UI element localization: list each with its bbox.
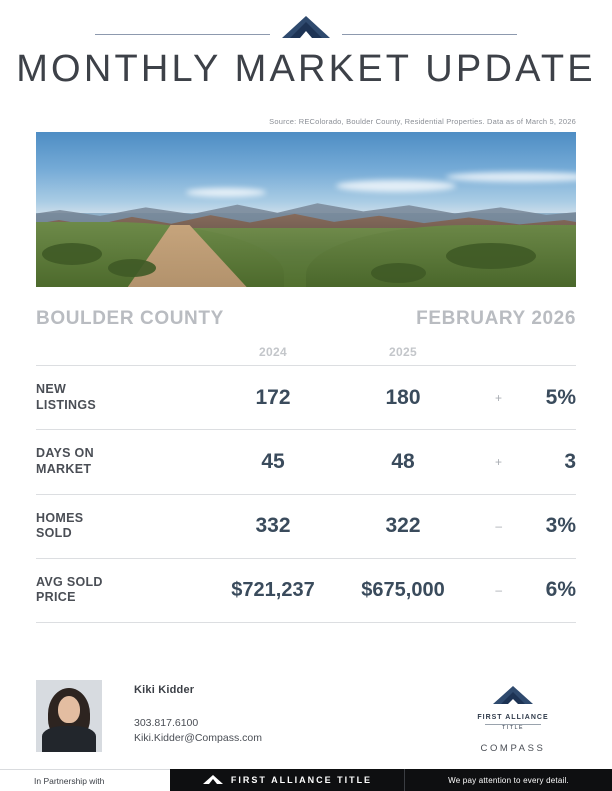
bush [108,259,156,277]
header-rule-right [342,34,517,35]
avatar-body [42,726,96,752]
value-2025: 322 [385,514,421,538]
cloud [336,180,456,192]
row-label-line1: DAYS ON [36,446,94,461]
footer-brand [170,769,404,791]
value-2025: $675,000 [361,578,445,601]
agent-info [134,684,262,746]
avatar [36,680,102,752]
row-label-line1: NEW [36,382,67,396]
first-alliance-title-logo-icon [458,684,568,711]
cloud [186,188,266,197]
region-period-row [36,308,576,330]
first-alliance-title-name: FIRST ALLIANCE [477,714,549,721]
agent-email[interactable]: Kiki.Kidder@Compass.com [134,732,262,745]
row-label-line2: SOLD [36,526,72,541]
first-alliance-title-sub: TITLE [502,725,524,731]
value-2025: 48 [391,449,415,473]
compass-logo: COMPASS [480,743,546,754]
agent-name: Kiki Kidder [134,684,195,696]
region-label: BOULDER COUNTY [36,308,224,329]
table-row [36,366,576,430]
bush [42,243,102,265]
table-row [36,494,576,558]
header-delta-blank [502,344,576,366]
footer-tagline: We pay attention to every detail. [404,769,612,791]
value-2024: 332 [255,514,291,538]
source-note: Source: REColorado, Boulder County, Residential Properties. Data as of March 5, 2026 [269,117,576,126]
value-2024: 45 [261,449,285,473]
header-sign-blank [468,344,502,366]
table-row [36,558,576,622]
bush [371,263,426,283]
delta-sign: – [495,583,502,598]
row-label-line1: HOMES [36,510,84,525]
row-label-avg-sold-price [36,558,208,622]
brand-logos [458,684,568,754]
footer-partnership-text: In Partnership with [0,769,170,791]
hero-photo [36,132,576,287]
period-label: FEBRUARY 2026 [416,308,576,329]
agent-block [36,680,576,752]
delta-value: 3 [564,449,576,473]
header-year-2024: 2024 [259,345,287,359]
table-header-row [36,344,576,366]
table-row [36,430,576,494]
page-title: MONTHLY MARKET UPDATE [16,48,596,90]
delta-value: 6% [545,578,576,602]
row-label-line2: MARKET [36,461,92,476]
header-decoration [0,14,612,44]
delta-sign: – [495,519,502,534]
row-label-homes-sold [36,494,208,558]
value-2025: 180 [385,385,421,409]
footer-brand-name: FIRST ALLIANCE TITLE [230,775,373,785]
row-label-new-listings [36,366,208,430]
delta-sign: + [494,390,502,405]
mountain-chevron-icon [278,14,334,45]
row-label-line1: AVG SOLD [36,574,103,589]
row-label-line2: LISTINGS [36,397,97,412]
avatar-face [58,696,80,723]
mountain-chevron-icon [202,774,224,787]
delta-value: 3% [545,514,576,538]
header-blank [36,344,208,366]
row-label-days-on-market [36,430,208,494]
footer [0,769,612,791]
header-year-2025: 2025 [389,345,417,359]
value-2024: $721,237 [231,578,315,601]
market-stats-table [36,344,576,623]
header-rule-left [95,34,270,35]
agent-phone[interactable]: 303.817.6100 [134,717,199,729]
row-label-line2: PRICE [36,590,76,605]
delta-value: 5% [545,385,576,409]
value-2024: 172 [255,385,291,409]
delta-sign: + [494,454,502,469]
bush [446,243,536,269]
